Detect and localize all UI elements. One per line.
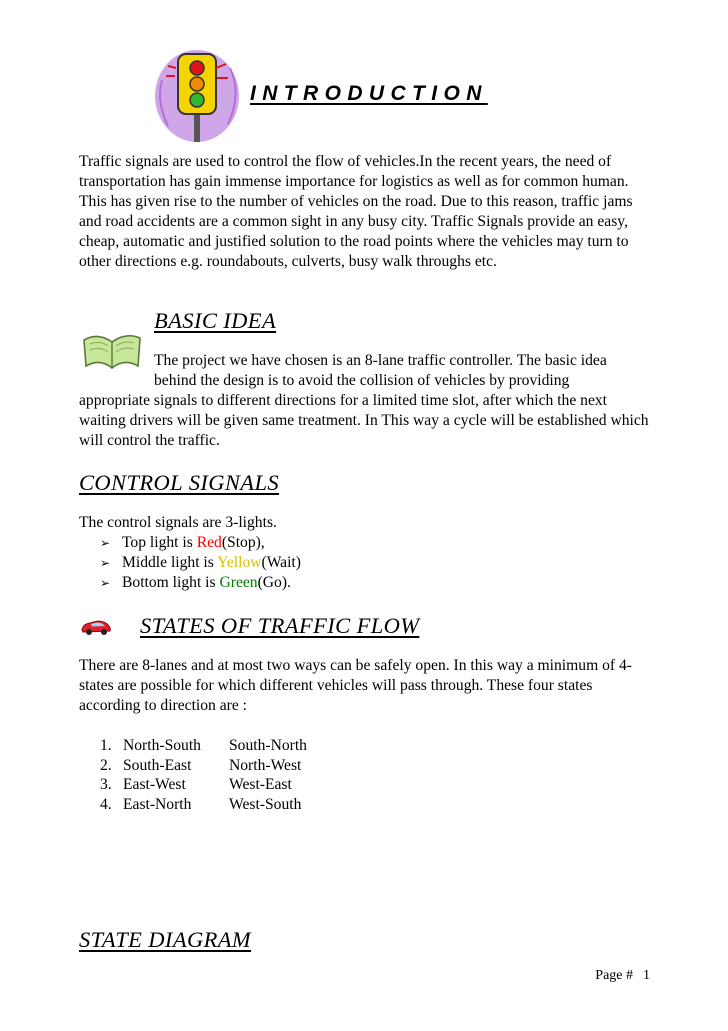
yellow-word: Yellow — [217, 554, 262, 571]
list-item: 3. East-West West-East — [100, 776, 292, 793]
control-signals-heading: CONTROL SIGNALS — [79, 470, 280, 495]
red-word: Red — [196, 534, 222, 551]
car-icon — [80, 618, 112, 636]
page-number — [595, 968, 650, 984]
basic-idea-paragraph-rest: appropriate signals to different directions for a limited time slot, after which the next waiting drivers will be given same treatment. In This way a cycle will be established which will control the traffic. — [79, 392, 649, 449]
arrow-bullet-icon: ➢ — [100, 556, 111, 570]
green-word: Green — [219, 574, 258, 591]
states-list — [100, 736, 307, 814]
states-heading: STATES OF TRAFFIC FLOW — [140, 613, 420, 638]
list-item: ➢ Top light is Red(Stop), — [100, 534, 265, 551]
introduction-paragraph: Traffic signals are used to control the flow of vehicles.In the recent years, the need of transportation has gain immense importance for logistics as well as for common human. This has given rise to the number of vehicles on the road. Due to this reason, traffic jams and road accidents are a common sight in any busy city. Traffic Signals provide an easy, cheap, automatic and justified solution to the road points where the vehicles may turn to other directions e.g. roundabouts, culverts, busy walk throughs etc. — [79, 153, 633, 270]
page-label: Page # — [595, 968, 633, 983]
list-item: 1. North-South South-North — [100, 737, 307, 754]
control-signals-intro: The control signals are 3-lights. — [79, 514, 277, 531]
list-item: ➢ Middle light is Yellow(Wait) — [100, 554, 301, 571]
introduction-heading: INTRODUCTION — [250, 82, 488, 105]
arrow-bullet-icon: ➢ — [100, 576, 111, 590]
basic-idea-heading: BASIC IDEA — [154, 308, 277, 333]
list-item: ➢ Bottom light is Green(Go). — [100, 574, 291, 591]
arrow-bullet-icon: ➢ — [100, 536, 111, 550]
traffic-light-icon — [150, 46, 245, 146]
open-book-icon — [80, 326, 144, 374]
control-signals-list — [100, 533, 301, 593]
basic-idea-paragraph-first: The project we have chosen is an 8-lane traffic controller. The basic idea behind the design is to avoid the collision of vehicles by providing — [154, 352, 607, 389]
list-item: 2. South-East North-West — [100, 756, 302, 774]
list-item: 4. East-North West-South — [100, 795, 302, 813]
states-paragraph: There are 8-lanes and at most two ways can be safely open. In this way a minimum of 4-states are possible for which different vehicles will pass through. These four states according to direction are : — [79, 657, 632, 714]
page-number-value: 1 — [643, 968, 650, 983]
state-diagram-heading: STATE DIAGRAM — [79, 927, 252, 952]
